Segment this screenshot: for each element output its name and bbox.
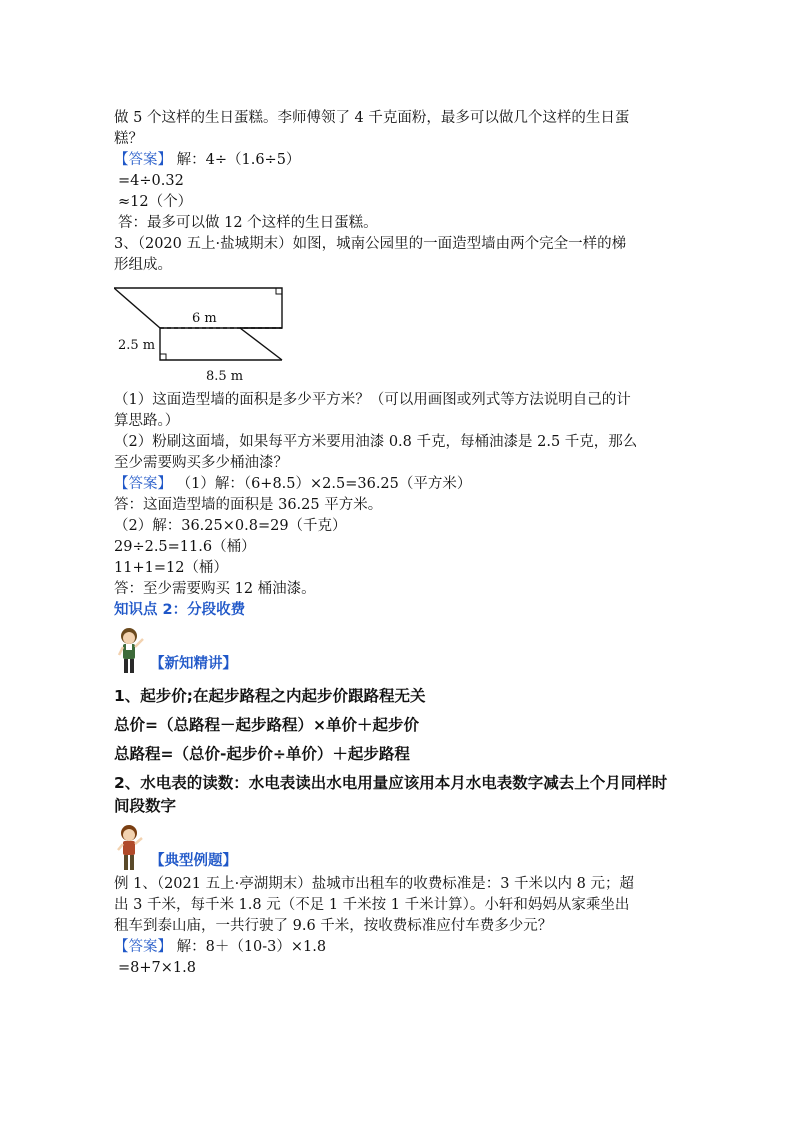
label-left: 2.5 m bbox=[118, 338, 156, 353]
q3-answer-line5: 11+1=12（桶） bbox=[114, 560, 228, 576]
example1-answer-line2: =8+7×1.8 bbox=[118, 960, 196, 976]
lower-trapezoid bbox=[160, 328, 282, 360]
q3-answer-line4: 29÷2.5=11.6（桶） bbox=[114, 539, 256, 555]
q3-answer-line3: （2）解：36.25×0.8=29（千克） bbox=[114, 518, 347, 534]
q2-answer-line1 bbox=[114, 150, 684, 171]
teacher-character-icon bbox=[114, 625, 148, 677]
rule-1: 1、起步价;在起步路程之内起步价跟路程无关 bbox=[114, 687, 426, 705]
answer-tag: 【答案】 bbox=[114, 152, 172, 168]
q3-answer-line1 bbox=[114, 474, 684, 495]
lower-slant-edge bbox=[240, 328, 282, 360]
answer-text: 解：8＋（10-3）×1.8 bbox=[176, 939, 327, 955]
rule-3: 总路程=（总价-起步价÷单价）＋起步路程 bbox=[114, 745, 410, 763]
knowledge-point-title: 知识点 2：分段收费 bbox=[114, 602, 246, 618]
label-top: 6 m bbox=[192, 311, 217, 326]
example1-line2: 出 3 千米，每千米 1.8 元（不足 1 千米按 1 千米计算）。小轩和妈妈从家乘坐出 bbox=[114, 897, 630, 913]
q3-answer-line6: 答：至少需要购买 12 桶油漆。 bbox=[114, 581, 316, 597]
example-header bbox=[114, 822, 684, 874]
q3-text-line2: 形组成。 bbox=[114, 257, 172, 273]
right-angle-mark-top bbox=[276, 288, 282, 294]
document-page bbox=[114, 108, 684, 979]
q2-answer-line4: 答：最多可以做 12 个这样的生日蛋糕。 bbox=[118, 215, 378, 231]
q2-text-line1: 做 5 个这样的生日蛋糕。李师傅领了 4 千克面粉，最多可以做几个这样的生日蛋 bbox=[114, 110, 630, 126]
rule-4-line2: 间段数字 bbox=[114, 797, 177, 815]
example1-line1: 例 1、（2021 五上·亭湖期末）盐城市出租车的收费标准是：3 千米以内 8 元；超 bbox=[114, 876, 634, 892]
right-angle-mark-bottom bbox=[160, 354, 166, 360]
example-label: 【典型例题】 bbox=[150, 853, 237, 869]
example1-line3: 租车到泰山庙，一共行驶了 9.6 千米，按收费标准应付车费多少元？ bbox=[114, 918, 553, 934]
trapezoid-wall-figure bbox=[114, 284, 294, 384]
q2-answer-line3: ≈12（个） bbox=[118, 194, 193, 210]
q3-sub1-line1: （1）这面造型墙的面积是多少平方米？（可以用画图或列式等方法说明自己的计 bbox=[114, 392, 631, 408]
new-knowledge-header bbox=[114, 625, 684, 677]
example1-answer-line1 bbox=[114, 937, 684, 958]
upper-slant-edge bbox=[114, 288, 160, 328]
label-bottom: 8.5 m bbox=[206, 369, 244, 384]
q2-answer-line2: =4÷0.32 bbox=[118, 173, 184, 189]
rule-2: 总价=（总路程－起步路程）×单价＋起步价 bbox=[114, 716, 419, 734]
answer-tag: 【答案】 bbox=[114, 476, 172, 492]
q2-text-line2: 糕？ bbox=[114, 131, 143, 147]
answer-text: （1）解：（6+8.5）×2.5=36.25（平方米） bbox=[176, 476, 472, 492]
answer-text: 解：4÷（1.6÷5） bbox=[176, 152, 301, 168]
answer-tag: 【答案】 bbox=[114, 939, 172, 955]
q3-sub2-line2: 至少需要购买多少桶油漆？ bbox=[114, 455, 288, 471]
q3-answer-line2: 答：这面造型墙的面积是 36.25 平方米。 bbox=[114, 497, 383, 513]
q3-sub2-line1: （2）粉刷这面墙，如果每平方米要用油漆 0.8 千克，每桶油漆是 2.5 千克，那么 bbox=[114, 434, 638, 450]
new-knowledge-label: 【新知精讲】 bbox=[150, 656, 237, 672]
student-character-icon bbox=[114, 822, 148, 874]
rule-4-line1: 2、水电表的读数：水电表读出水电用量应该用本月水电表数字减去上个月同样时 bbox=[114, 774, 668, 792]
q3-text-line1: 3、（2020 五上·盐城期末）如图，城南公园里的一面造型墙由两个完全一样的梯 bbox=[114, 236, 627, 252]
q3-sub1-line2: 算思路。） bbox=[114, 413, 180, 429]
